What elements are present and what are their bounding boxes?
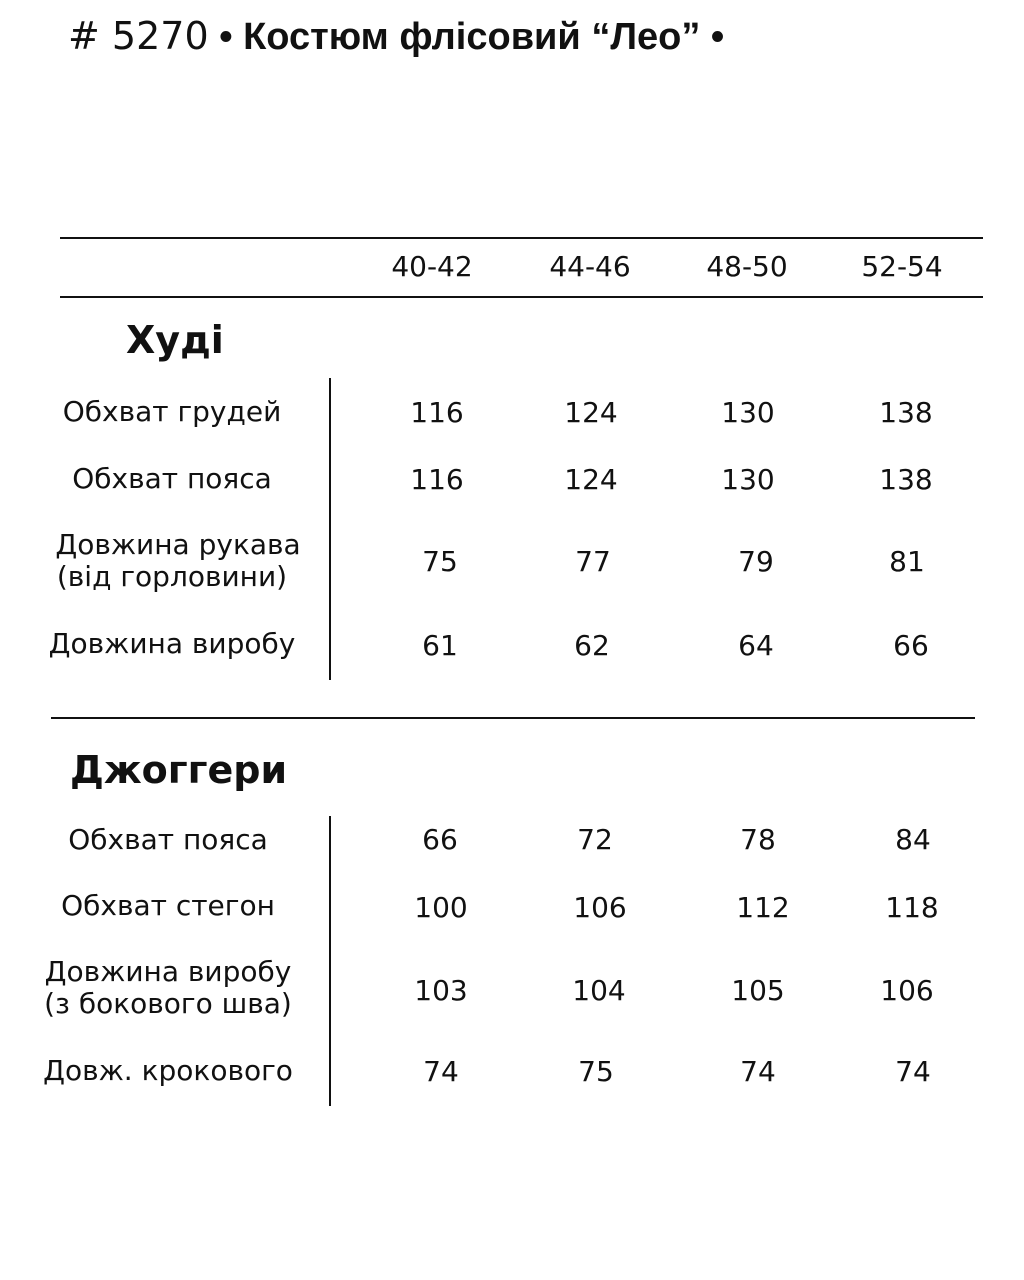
measure-label: Обхват пояса: [72, 462, 272, 495]
measure-value: 118: [885, 891, 939, 924]
measure-value: 78: [740, 823, 776, 856]
product-name: Костюм флісовий “Лео”: [243, 16, 701, 58]
measure-value: 74: [740, 1055, 776, 1088]
measure-label: Довжина рукава: [55, 528, 301, 561]
measure-value: 130: [721, 396, 775, 429]
measure-value: 84: [895, 823, 931, 856]
measure-value: 81: [889, 545, 925, 578]
measure-label: Довж. крокового: [43, 1054, 293, 1087]
section-title-joggers: Джоггери: [70, 748, 288, 792]
measure-value: 72: [577, 823, 613, 856]
article-number: # 5270: [68, 14, 209, 58]
measure-value: 124: [564, 396, 618, 429]
measure-value: 75: [422, 545, 458, 578]
page-title: [68, 14, 724, 59]
measure-value: 106: [880, 974, 934, 1007]
measure-label: Обхват пояса: [68, 823, 268, 856]
size-header: 52-54: [861, 250, 943, 283]
measure-value: 64: [738, 629, 774, 662]
measure-value: 62: [574, 629, 610, 662]
measure-value: 66: [422, 823, 458, 856]
measure-label: Обхват грудей: [62, 395, 282, 428]
measure-label: Довжина виробу: [44, 955, 292, 988]
measure-value: 116: [410, 463, 464, 496]
measure-value: 79: [738, 545, 774, 578]
size-header: 40-42: [391, 250, 473, 283]
measure-value: 104: [572, 974, 626, 1007]
measure-value: 61: [422, 629, 458, 662]
measure-value: 116: [410, 396, 464, 429]
measure-label: Обхват стегон: [61, 889, 275, 922]
column-divider: [329, 816, 331, 1106]
size-header: 48-50: [706, 250, 788, 283]
measure-value: 112: [736, 891, 790, 924]
measure-label: Довжина виробу: [48, 627, 296, 660]
table-top-rule: [60, 237, 983, 239]
measure-value: 106: [573, 891, 627, 924]
measure-value: 138: [879, 463, 933, 496]
measure-value: 105: [731, 974, 785, 1007]
measure-value: 124: [564, 463, 618, 496]
header-bottom-rule: [60, 296, 983, 298]
measure-value: 74: [895, 1055, 931, 1088]
measure-label-note: (з бокового шва): [44, 987, 292, 1020]
measure-value: 77: [575, 545, 611, 578]
measure-value: 103: [414, 974, 468, 1007]
column-divider: [329, 378, 331, 680]
measure-value: 66: [893, 629, 929, 662]
title-bullet: •: [710, 16, 725, 58]
measure-value: 138: [879, 396, 933, 429]
measure-label-note: (від горловини): [56, 560, 288, 593]
measure-value: 75: [578, 1055, 614, 1088]
size-header: 44-46: [549, 250, 631, 283]
section-title-hoodie: Худі: [126, 318, 224, 362]
measure-value: 100: [414, 891, 468, 924]
section-divider: [51, 717, 975, 719]
measure-value: 130: [721, 463, 775, 496]
measure-value: 74: [423, 1055, 459, 1088]
title-bullet: •: [219, 16, 233, 58]
